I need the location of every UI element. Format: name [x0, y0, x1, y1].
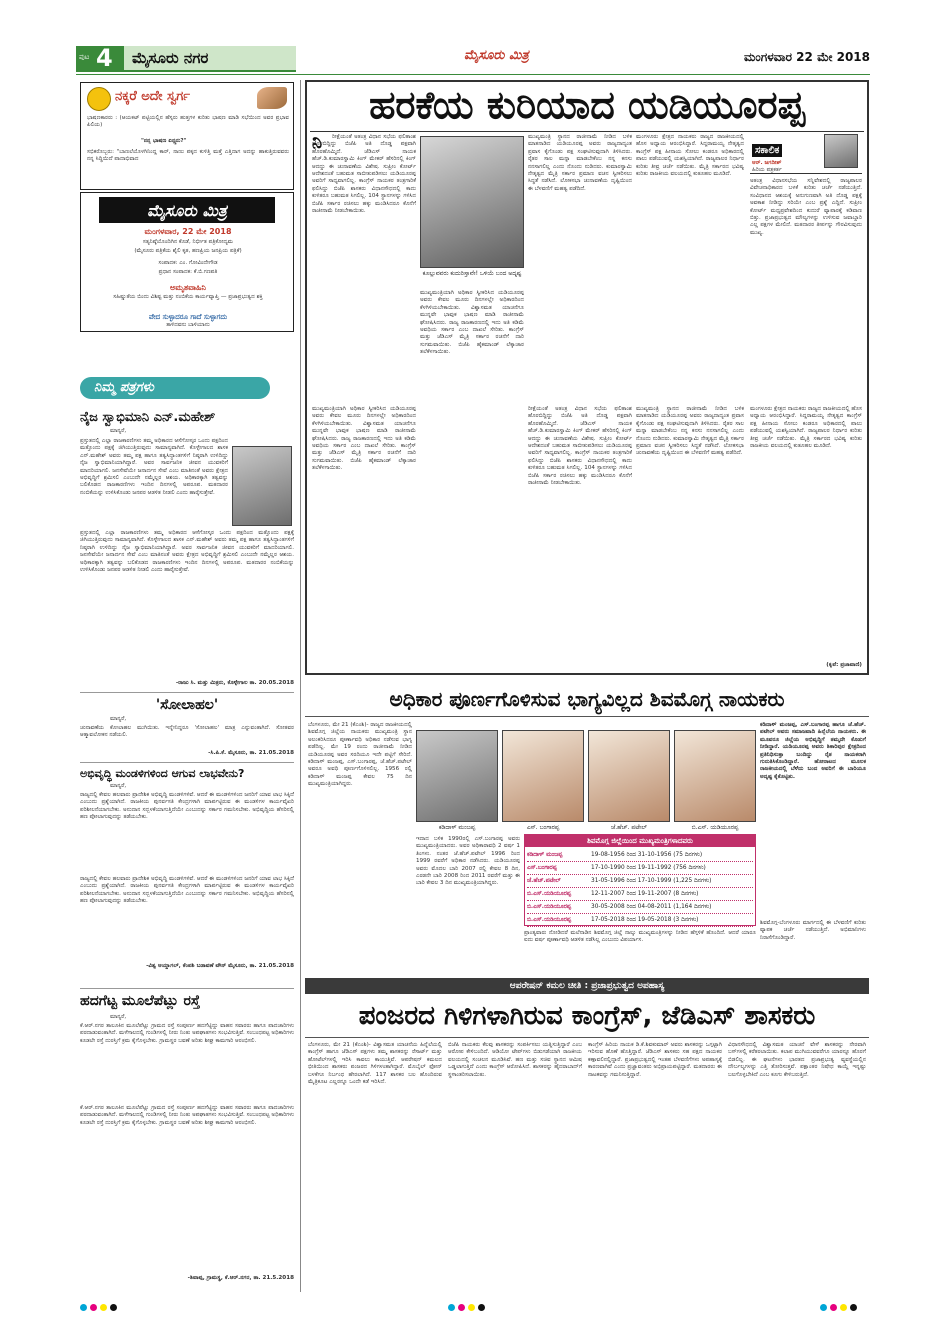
cm-table-name: ಎಸ್.ಬಂಗಾರಪ್ಪ [527, 865, 557, 871]
letter-4-body-a: ಕೆ.ಆರ್.ನಗರ ತಾಲೂಕಿನ ಮೂಲೆಪೆಟ್ಲು ಗ್ರಾಮದ ರಸ್ತೆ ಸಂಪೂರ್ಣ ಹದಗೆಟ್ಟಿದ್ದು ವಾಹನ ಸವಾರರು ಹಾಗೂ ಪಾದಚಾರಿಗಳು ಪರದಾಡುವಂತಾಗಿದೆ. ಮಳೆಗಾಲದಲ್ಲಿ ಗುಂಡಿಗಳಲ್ಲಿ ನೀರು ನಿಂತು ಅಪಘಾತಗಳು ಸಂಭವಿಸುತ್ತಿವೆ. ಸಂಬಂಧಪಟ್ಟ ಅಧಿಕಾರಿಗಳು ಕೂಡಲೇ ರಸ್ತೆ ದುರಸ್ತಿಗೆ ಕ್ರಮ ಕೈಗೊಳ್ಳಬೇಕು. ಗ್ರಾಮಸ್ಥರ ಬವಣೆ ಅರಿತು ಶೀಘ್ರ ಕಾಮಗಾರಿ ಆರಂಭಿಸಲಿ. [80, 1023, 294, 1044]
cm-table-row [527, 901, 753, 914]
letter-2-sign: -ಸಿ.ಪಿ.ಕೆ. ಮೈಸೂರು, ತಾ. 21.05.2018 [208, 750, 294, 756]
second-photo-3-caption: ಜೆ.ಹೆಚ್. ಪಟೇಲ್ [610, 824, 647, 831]
letter-1-body-a: ಪ್ರಸ್ತುತದಲ್ಲಿ ಎಲ್ಲಾ ರಾಜಕಾರಣಿಗಳು ತಮ್ಮ ಅಧಿಕಾರದ ಆಸೆಗೋಸ್ಕರ ಒಂದು ಪಕ್ಷದಿಂದ ಮತ್ತೊಂದು ಪಕ್ಷಕ್ಕೆ ಜಿಗಿಯುತ್ತಿರುವುದು ಸಾಮಾನ್ಯವಾಗಿದೆ. ಕೊಳ್ಳೇಗಾಲದ ಶಾಸಕ ಎನ್.ಮಹೇಶ್ ಅವರು ತಮ್ಮ ಪಕ್ಷ ಹಾಗೂ ತತ್ವಸಿದ್ಧಾಂತಗಳಿಗೆ ನಿಷ್ಠರಾಗಿ ಉಳಿದಿದ್ದು ನೈಜ ಸ್ವಾಭಿಮಾನಿಯಾಗಿದ್ದಾರೆ. ಅವರ ಸಾರ್ವಜನಿಕ ಜೀವನ ಯುವಕರಿಗೆ ಮಾದರಿಯಾಗಲಿ. ಜನಸೇವೆಯೇ ಜನಾರ್ದನ ಸೇವೆ ಎಂಬ ಮಾತಿನಂತೆ ಅವರು ಕ್ಷೇತ್ರದ ಅಭಿವೃದ್ಧಿಗೆ ಶ್ರಮಿಸಲಿ ಎಂಬುದೇ ನಮ್ಮೆಲ್ಲರ ಆಶಯ. ಅಧಿಕಾರಕ್ಕಾಗಿ ತತ್ವವನ್ನು ಬಲಿಕೊಡದ ರಾಜಕಾರಣಿಗಳು ಇಂದಿನ ದಿನಗಳಲ್ಲಿ ಅಪರೂಪ. ಮತದಾರರ ನಂಬಿಕೆಯನ್ನು ಉಳಿಸಿಕೊಂಡು ಜನಪರ ಆಡಳಿತ ನೀಡಲಿ ಎಂದು ಹಾರೈಸುತ್ತೇವೆ. [80, 438, 228, 496]
registration-marks-right [820, 1296, 860, 1315]
joke-text-2: ಸಭಿಕರೊಬ್ಬರು: "ಬಾಣಲೆಯೊಳಗಿನಿಂದ್ದ ಕಾರ್, ನಾಣು ಪಕ್ಕದ ಕುಳಿತ್ತಿ ಮತ್ತೆ ಎತ್ತಿದಾಗ ಅದನ್ನು ಹಾಕುತ್ತಿರುವವರು ನನ್ನ ಸಿದ್ಧಿಯಿದೆ ಪಾದಾಭಿವಾದ [87, 149, 289, 163]
lead-col-4-a: ಮಂಗಳೂರು ಕ್ಷೇತ್ರದ ನಾಯಕರು ರಾಜ್ಯದ ರಾಜಕೀಯದಲ್ಲಿ ಹೊಸ ಅಧ್ಯಾಯ ಆರಂಭಿಸಿದ್ದಾರೆ. ಸಿದ್ದರಾಮಯ್ಯ ನೇತೃತ್ವದ ಕಾಂಗ್ರೆಸ್ ಪಕ್ಷ ಹೀನಾಯ ಸೋಲು ಕಂಡರೂ ಅಧಿಕಾರದಲ್ಲಿ ಪಾಲು ಪಡೆಯುವಲ್ಲಿ ಯಶಸ್ವಿಯಾಗಿದೆ. ರಾಜ್ಯಪಾಲರ ನಿರ್ಧಾರ ಕುರಿತು ತೀವ್ರ ಚರ್ಚೆ ನಡೆಯಿತು. ಮೈತ್ರಿ ಸರ್ಕಾರದ ಭವಿಷ್ಯ ಕುರಿತು ರಾಜಕೀಯ ವಲಯದಲ್ಲಿ ಕುತೂಹಲ ಮೂಡಿದೆ. [636, 134, 744, 178]
cm-table-name: ಕಡಿದಾಳ್ ಮಂಜಪ್ಪ [527, 852, 563, 858]
lead-photo [420, 136, 524, 268]
letter-1-photo [232, 446, 292, 526]
second-photo-2-caption: ಎಸ್. ಬಂಗಾರಪ್ಪ [526, 824, 560, 831]
cm-table-term: 19-08-1956 ರಿಂದ 31-10-1956 (75 ದಿನಗಳು) [591, 852, 703, 858]
lead-sign: (ಕೃಪೆ: ಪ್ರಜಾವಾಣಿ) [826, 662, 862, 668]
divider-1 [80, 692, 294, 693]
cm-table-row [527, 862, 753, 875]
left-column-rule [300, 80, 301, 1292]
third-col-4: ವಿಧಾನಸೌಧದಲ್ಲಿ ವಿಶ್ವಾಸಮತ ಯಾಚನೆ ವೇಳೆ ಶಾಸಕರನ್ನು ನೇರವಾಗಿ ಬಸ್‌ಗಳಲ್ಲಿ ಕರೆತರಲಾಯಿತು. ಕಲಾಪ ಮುಗಿಯುವವರೆಗೂ ಯಾರನ್ನೂ ಹೊರಗೆ ಬಿಡಲಿಲ್ಲ. ಈ ಘಟನೆಗಳು ಭಾರತದ ಪ್ರಜಾಪ್ರಭುತ್ವ ವ್ಯವಸ್ಥೆಯಲ್ಲಿನ ದೌರ್ಬಲ್ಯಗಳನ್ನು ಎತ್ತಿ ತೋರಿಸುತ್ತವೆ. ಪಕ್ಷಾಂತರ ನಿಷೇಧ ಕಾಯ್ದೆ ಇನ್ನಷ್ಟು ಬಲಗೊಳ್ಳಬೇಕಿದೆ ಎಂಬ ಕೂಗು ಕೇಳಿಬರುತ್ತಿದೆ. [728, 1042, 866, 1078]
cm-table-term: 17-05-2018 ರಿಂದ 19-05-2018 (3 ದಿನಗಳು) [591, 917, 699, 923]
third-col-1: ಬೆಂಗಳೂರು, ಮೇ 21 (ಕೆಎಂಶಿ)- ವಿಶ್ವಾಸಮತ ಯಾಚನೆಯ ಹಿನ್ನೆಲೆಯಲ್ಲಿ ಕಾಂಗ್ರೆಸ್ ಹಾಗೂ ಜೆಡಿಎಸ್ ಪಕ್ಷಗಳು ತಮ್ಮ ಶಾಸಕರನ್ನು ರೆಸಾರ್ಟ್ ಮತ್ತು ಹೋಟೆಲ್‌ಗಳಲ್ಲಿ ಇರಿಸಿ ಕಾವಲು ಕಾಯುತ್ತಿವೆ. ಆಪರೇಷನ್ ಕಮಲದ ಭೀತಿಯಿಂದ ಶಾಸಕರು ಪಂಜರದ ಗಿಳಿಗಳಂತಾಗಿದ್ದಾರೆ. ಮೊಬೈಲ್ ಫೋನ್ ಬಳಕೆಗೂ ನಿರ್ಬಂಧ ಹೇರಲಾಗಿದೆ. 117 ಶಾಸಕರ ಬಲ ಹೊಂದಿರುವ ಮೈತ್ರಿಕೂಟ ಎಲ್ಲರನ್ನೂ ಒಂದೇ ಕಡೆ ಇರಿಸಿದೆ. [308, 1042, 442, 1086]
masthead-rule [76, 74, 870, 75]
lead-photo-caption: ಕೂಲ್ಲುವವರು ಕುದುರಿಸ್ತಾವೇ! ಒಳಿಯೆ ಬಂದ ಅದೃಷ್ಟ [422, 270, 522, 277]
registration-marks-left [80, 1296, 120, 1315]
lead-headline-rule [310, 131, 864, 132]
imprint-date: ಮಂಗಳವಾರ, 22 ಮೇ 2018 [144, 227, 232, 236]
letter-1-salutation: ಮಾನ್ಯರೆ, [110, 428, 127, 434]
second-photo-4-caption: ಬಿ.ಎಸ್. ಯಡಿಯೂರಪ್ಪ [691, 824, 739, 831]
second-col-2: ಇದಾದ ಬಳಿಕ 1990ರಲ್ಲಿ ಎಸ್.ಬಂಗಾರಪ್ಪ ಅವರು ಮುಖ್ಯಮಂತ್ರಿಯಾದರು. ಅವರ ಅಧಿಕಾರಾವಧಿ 2 ವರ್ಷ 1 ತಿಂಗಳು. ನಂತರ ಜೆ.ಹೆಚ್.ಪಟೇಲ್ 1996 ರಿಂದ 1999 ರವರೆಗೆ ಅಧಿಕಾರ ನಡೆಸಿದರು. ಯಡಿಯೂರಪ್ಪ ಅವರು ಮೊದಲ ಬಾರಿ 2007 ರಲ್ಲಿ ಕೇವಲ 8 ದಿನ, ಎರಡನೇ ಬಾರಿ 2008 ರಿಂದ 2011 ರವರೆಗೆ ಮತ್ತು ಈ ಬಾರಿ ಕೇವಲ 3 ದಿನ ಮುಖ್ಯಮಂತ್ರಿಯಾಗಿದ್ದರು. [416, 836, 520, 887]
second-photo-4 [674, 730, 756, 822]
lead-headline: ಹರಕೆಯ ಕುರಿಯಾದ ಯಡಿಯೂರಪ್ಪ [369, 83, 805, 127]
second-col-1: ಬೆಂಗಳೂರು, ಮೇ 21 (ಕೆಎಂಶಿ)- ರಾಜ್ಯದ ರಾಜಕೀಯದಲ್ಲಿ ಶಿವಮೊಗ್ಗ ಜಿಲ್ಲೆಯ ನಾಯಕರು ಮುಖ್ಯಮಂತ್ರಿ ಸ್ಥಾನ ಅಲಂಕರಿಸಿದರೂ ಪೂರ್ಣಾವಧಿ ಅಧಿಕಾರ ನಡೆಸುವ ಭಾಗ್ಯ ಪಡೆದಿಲ್ಲ. ಮೇ 19 ರಂದು ರಾಜೀನಾಮೆ ನೀಡಿದ ಯಡಿಯೂರಪ್ಪ ಅವರ ಸರದಿಯೂ ಇದೇ ಪಟ್ಟಿಗೆ ಸೇರಿದೆ. ಕಡಿದಾಳ್ ಮಂಜಪ್ಪ, ಎಸ್.ಬಂಗಾರಪ್ಪ, ಜೆ.ಹೆಚ್.ಪಟೇಲ್ ಅವರೂ ಅವಧಿ ಪೂರ್ಣಗೊಳಿಸಲಿಲ್ಲ. 1956 ರಲ್ಲಿ ಕಡಿದಾಳ್ ಮಂಜಪ್ಪ ಕೇವಲ 75 ದಿನ ಮುಖ್ಯಮಂತ್ರಿಯಾಗಿದ್ದರು. [308, 722, 412, 788]
cm-table-term: 17-10-1990 ರಿಂದ 19-11-1992 (756 ದಿನಗಳು) [591, 865, 706, 871]
page-label-box [76, 46, 124, 72]
joke-quote: "ನನ್ನ ಭಾಷಣ ಏನ್ಸ್ಸರು?" [141, 138, 187, 144]
lead-col-1-a: ರೀಕ್ಷೆಯಂತೆ ಅತಂತ್ರ ವಿಧಾನ ಸಭೆಯ ಫಲಿತಾಂಶ ಹೊರಬಿದ್ದಿದ್ದು ಬಿಜೆಪಿ ಅತಿ ದೊಡ್ಡ ಪಕ್ಷವಾಗಿ ಹೊರಹೊಮ್ಮಿದೆ. ಜೆಡಿಎಸ್ ನಾಯಕ ಹೆಚ್.ಡಿ.ಕುಮಾರಸ್ವಾಮಿ ಕಿಂಗ್ ಮೇಕರ್ ಹೆಸರಿನಲ್ಲಿ ಕಿಂಗ್ ಆದದ್ದು ಈ ಚುನಾವಣೆಯ ವಿಶೇಷ. ಸುಪ್ರೀಂ ಕೋರ್ಟ್ ಆದೇಶದಂತೆ ಬಹುಮತ ಸಾಬೀತುಪಡಿಸಲು ಯಡಿಯೂರಪ್ಪ ಅವರಿಗೆ ಸಾಧ್ಯವಾಗಲಿಲ್ಲ. ಕಾಂಗ್ರೆಸ್ ನಾಯಕರ ತಂತ್ರಗಾರಿಕೆ ಫಲಿಸಿದ್ದು ಬಿಜೆಪಿ ಶಾಸಕರು ವಿಧಾನಸೌಧದಲ್ಲಿ ಕಾದು ಕುಳಿತರೂ ಬಹುಮತ ಸಿಗಲಿಲ್ಲ. 104 ಸ್ಥಾನಗಳನ್ನು ಗಳಿಸಿದ ಬಿಜೆಪಿ ಸರ್ಕಾರ ರಚಿಸಲು ಹಕ್ಕು ಮಂಡಿಸಿದರೂ ಕೊನೆಗೆ ರಾಜೀನಾಮೆ ನೀಡಬೇಕಾಯಿತು. [312, 134, 416, 215]
letter-1-sign: -ರಾಜು ಸಿ. ಮತ್ತು ಮಿತ್ರರು, ಕೊಳ್ಳೇಗಾಲ ತಾ. 20.05.2018 [175, 680, 294, 686]
letter-2-body: ಚುನಾವಣೆಯ ಕೋಲಾಹಲ ಮುಗಿಯಿತು. ಇನ್ನೇನಿದ್ದರೂ 'ಸೋಲಾಹಲ' ಮಾತ್ರ ಎನ್ನುವಂತಾಗಿದೆ. ಸೋತವರ ಆತ್ಮಾವಲೋಕನ ನಡೆಯಲಿ. [80, 725, 294, 739]
second-col-3: ಪ್ರಾಂತ್ಯವಾರು ನೋಡಿದರೆ ಮಲೆನಾಡಿನ ಶಿವಮೊಗ್ಗ ಜಿಲ್ಲೆ ನಾಲ್ಕು ಮುಖ್ಯಮಂತ್ರಿಗಳನ್ನು ನೀಡಿದ ಹೆಗ್ಗಳಿಕೆ ಹೊಂದಿದೆ. ಆದರೆ ಯಾರೂ ಐದು ವರ್ಷ ಪೂರ್ಣಾವಧಿ ಆಡಳಿತ ನಡೆಸಿಲ್ಲ ಎಂಬುದು ವಿಪರ್ಯಾಸ. [524, 930, 756, 944]
letter-4-title: ಹದಗೆಟ್ಟ ಮೂಲೆಪೆಟ್ಲು ರಸ್ತೆ [80, 993, 201, 1009]
joke-box-title: ನಕ್ಕರೆ ಅದೇ ಸ್ವರ್ಗ [115, 89, 190, 104]
cm-table-term: 12-11-2007 ರಿಂದ 19-11-2007 (8 ದಿನಗಳು) [591, 891, 699, 897]
letter-3-salutation: ಮಾನ್ಯರೆ, [110, 783, 127, 789]
letter-3-sign: -ವಿಶ್ವ ಆಯ್ದಾಗಲ್, ಕೆಂಪಶಿ ಬಡಾವಣೆ ಟೌನ್ ಮೈಸೂರು, ತಾ. 21.05.2018 [146, 963, 294, 969]
lead-col-1-b: ಮುಖ್ಯಮಂತ್ರಿಯಾಗಿ ಅಧಿಕಾರ ಸ್ವೀಕರಿಸಿದ ಯಡಿಯೂರಪ್ಪ ಅವರು ಕೇವಲ ಮೂರು ದಿನಗಳಲ್ಲೇ ಅಧಿಕಾರದಿಂದ ಕೆಳಗಿಳಿಯಬೇಕಾಯಿತು. ವಿಶ್ವಾಸಮತ ಯಾಚನೆಗೂ ಮುನ್ನವೇ ಭಾವುಕ ಭಾಷಣ ಮಾಡಿ ರಾಜೀನಾಮೆ ಘೋಷಿಸಿದರು. ರಾಜ್ಯ ರಾಜಕಾರಣದಲ್ಲಿ ಇದು ಅತಿ ಕಡಿಮೆ ಅವಧಿಯ ಸರ್ಕಾರ ಎಂಬ ದಾಖಲೆ ಸೇರಿತು. ಕಾಂಗ್ರೆಸ್ ಮತ್ತು ಜೆಡಿಎಸ್ ಮೈತ್ರಿ ಸರ್ಕಾರ ರಚನೆಗೆ ದಾರಿ ಸುಗಮವಾಯಿತು. ಬಿಜೆಪಿ ಹೈಕಮಾಂಡ್ ಲೆಕ್ಕಾಚಾರ ತಲೆಕೆಳಗಾಯಿತು. [312, 406, 416, 472]
imprint-line-2: (ಮೈಸೂರು ಪತ್ರಿಕೆಯ ಶೈಲಿ ಕೃತ, ಹಣಪ್ರಿಯ ಜನಪ್ರಿಯ ಪತ್ರಿಕೆ) [134, 248, 242, 254]
amrutha-title: ಅಮೃತವಾಹಿನಿ [170, 283, 206, 292]
divider-3 [80, 988, 294, 989]
paper-logo: ಮೈಸೂರು ಮಿತ್ರ [464, 48, 529, 63]
proverb-text: ತಾಳಿದವನು ಬಾಳಿಯಾನು [166, 322, 210, 328]
cm-table-row [527, 875, 753, 888]
sakalika-photo [824, 134, 858, 168]
cm-table-name: ಬಿ.ಎಸ್.ಯಡಿಯೂರಪ್ಪ [527, 904, 571, 910]
letter-3-body-b: ರಾಜ್ಯದಲ್ಲಿ ಕೇವಲ ಹಲವಾರು ಪ್ರಾದೇಶಿಕ ಅಭಿವೃದ್ಧಿ ಮಂಡಳಿಗಳಿವೆ. ಆದರೆ ಈ ಮಂಡಳಿಗಳಿಂದ ಜನರಿಗೆ ಯಾವ ಲಾಭ ಸಿಕ್ಕಿದೆ ಎಂಬುದು ಪ್ರಶ್ನೆಯಾಗಿದೆ. ರಾಜಕೀಯ ಪುನರ್ವಸತಿ ಕೇಂದ್ರಗಳಾಗಿ ಮಾರ್ಪಟ್ಟಿರುವ ಈ ಮಂಡಳಿಗಳ ಕಾರ್ಯವೈಖರಿ ಪರಿಶೀಲನೆಯಾಗಬೇಕು. ಅನುದಾನ ಸದ್ಬಳಕೆಯಾಗುತ್ತಿದೆಯೇ ಎಂಬುದನ್ನು ಸರ್ಕಾರ ಗಮನಿಸಬೇಕು. ಅಭಿವೃದ್ಧಿಯ ಹೆಸರಿನಲ್ಲಿ ಹಣ ಪೋಲಾಗುವುದನ್ನು ತಡೆಯಬೇಕು. [80, 876, 294, 905]
cm-table-name: ಬಿ.ಎಸ್.ಯಡಿಯೂರಪ್ಪ [527, 917, 571, 923]
letter-1-title: ನೈಜ ಸ್ವಾಭಿಮಾನಿ ಎನ್.ಮಹೇಶ್ [80, 410, 216, 425]
laugh-icon [87, 87, 111, 111]
lead-col-5-b: ಮಂಗಳೂರು ಕ್ಷೇತ್ರದ ನಾಯಕರು ರಾಜ್ಯದ ರಾಜಕೀಯದಲ್ಲಿ ಹೊಸ ಅಧ್ಯಾಯ ಆರಂಭಿಸಿದ್ದಾರೆ. ಸಿದ್ದರಾಮಯ್ಯ ನೇತೃತ್ವದ ಕಾಂಗ್ರೆಸ್ ಪಕ್ಷ ಹೀನಾಯ ಸೋಲು ಕಂಡರೂ ಅಧಿಕಾರದಲ್ಲಿ ಪಾಲು ಪಡೆಯುವಲ್ಲಿ ಯಶಸ್ವಿಯಾಗಿದೆ. ರಾಜ್ಯಪಾಲರ ನಿರ್ಧಾರ ಕುರಿತು ತೀವ್ರ ಚರ್ಚೆ ನಡೆಯಿತು. ಮೈತ್ರಿ ಸರ್ಕಾರದ ಭವಿಷ್ಯ ಕುರಿತು ರಾಜಕೀಯ ವಲಯದಲ್ಲಿ ಕುತೂಹಲ ಮೂಡಿದೆ. [750, 406, 862, 450]
cm-table-term: 31-05-1996 ರಿಂದ 17-10-1999 (1,225 ದಿನಗಳು) [591, 878, 712, 884]
registration-marks-center [448, 1296, 488, 1315]
joke-box [80, 82, 294, 190]
lead-col-4-b: ಮುಖ್ಯಮಂತ್ರಿ ಸ್ಥಾನದ ರಾಜೀನಾಮೆ ನೀಡಿದ ಬಳಿಕ ಮಾತನಾಡಿದ ಯಡಿಯೂರಪ್ಪ ಅವರು ರಾಜ್ಯದಾದ್ಯಂತ ಪ್ರವಾಸ ಕೈಗೊಂಡು ಪಕ್ಷ ಸಂಘಟಿಸುವುದಾಗಿ ತಿಳಿಸಿದರು. ರೈತರ ಸಾಲ ಮನ್ನಾ ಮಾಡಬೇಕೆಂಬ ನನ್ನ ಕನಸು ನನಸಾಗಲಿಲ್ಲ ಎಂದು ನೊಂದು ನುಡಿದರು. ಕುಮಾರಸ್ವಾಮಿ ನೇತೃತ್ವದ ಮೈತ್ರಿ ಸರ್ಕಾರ ಪ್ರಮಾಣ ವಚನ ಸ್ವೀಕರಿಸಲು ಸಿದ್ಧತೆ ನಡೆಸಿದೆ. ಲೋಕಸಭಾ ಚುನಾವಣೆಯ ದೃಷ್ಟಿಯಿಂದ ಈ ಬೆಳವಣಿಗೆ ಮಹತ್ವ ಪಡೆದಿದೆ. [636, 406, 744, 457]
second-photo-1 [416, 730, 498, 822]
lead-col-5-a: ಅತಂತ್ರ ವಿಧಾನಸಭೆಯ ಸನ್ನಿವೇಶದಲ್ಲಿ ರಾಜ್ಯಪಾಲರ ವಿವೇಚನಾಧಿಕಾರದ ಬಳಕೆ ಕುರಿತು ಚರ್ಚೆ ನಡೆಯುತ್ತಿದೆ. ಸಂವಿಧಾನದ ಆಶಯಕ್ಕೆ ಅನುಗುಣವಾಗಿ ಅತಿ ದೊಡ್ಡ ಪಕ್ಷಕ್ಕೆ ಅವಕಾಶ ನೀಡಿದ್ದು ಸರಿಯೇ ಎಂಬ ಪ್ರಶ್ನೆ ಎದ್ದಿದೆ. ಸುಪ್ರೀಂ ಕೋರ್ಟ್ ಮಧ್ಯಪ್ರವೇಶದಿಂದ ಕುದುರೆ ವ್ಯಾಪಾರಕ್ಕೆ ಕಡಿವಾಣ ಬಿತ್ತು. ಪ್ರಜಾಪ್ರಭುತ್ವದ ಮೌಲ್ಯಗಳನ್ನು ಉಳಿಸುವ ಜವಾಬ್ದಾರಿ ಎಲ್ಲ ಪಕ್ಷಗಳ ಮೇಲಿದೆ. ಮತದಾರರ ತೀರ್ಪನ್ನು ಗೌರವಿಸುವುದು ಮುಖ್ಯ. [750, 178, 862, 236]
letter-4-sign: -ಶಿವಾಪ್ಪ, ಗ್ರಾಮಸ್ಥ, ಕೆ.ಆರ್.ನಗರ, ತಾ. 21.5.2018 [187, 1275, 294, 1281]
letter-2-title: 'ಸೋಲಾಹಲ' [155, 697, 219, 713]
section-title: ಮೈಸೂರು ನಗರ [132, 49, 209, 67]
letter-4-salutation: ಮಾನ್ಯರೆ, [110, 1014, 127, 1020]
proverb-title: ವೇದ ಸುಳ್ಳಾದರೂ ಗಾದೆ ಸುಳ್ಳಾಗದು [148, 313, 228, 321]
cm-table-rows [527, 849, 753, 925]
masthead [76, 46, 296, 72]
sakalika-title: ಸಕಾಲಿಕ [752, 144, 782, 157]
divider-2 [80, 762, 294, 763]
page-number: 4 [96, 44, 113, 72]
letter-3-title: ಅಭಿವೃದ್ಧಿ ಮಂಡಳಿಗಳಿಂದ ಆಗುವ ಲಾಭವೇನು? [80, 767, 245, 780]
sakalika-author: ಆರ್. ಜಗದೀಶ್ [752, 160, 782, 166]
imprint-publisher: ಪ್ರಧಾನ ಸಂಪಾದಕ: ಕೆ.ಬಿ.ಗಣಪತಿ [158, 269, 218, 275]
pointer-icon [257, 87, 287, 109]
second-photo-2 [502, 730, 584, 822]
imprint-box [80, 192, 294, 332]
second-headline-rule [305, 716, 869, 717]
second-col-5: ಶಿವಮೊಗ್ಗ-ಬೆಂಗಳೂರು ಮಾರ್ಗದಲ್ಲಿ ಈ ಬೆಳವಣಿಗೆ ಕುರಿತು ವ್ಯಾಪಕ ಚರ್ಚೆ ನಡೆಯುತ್ತಿದೆ. ಅಭಿಮಾನಿಗಳು ನಿರಾಸೆಗೊಂಡಿದ್ದಾರೆ. [760, 920, 866, 941]
second-headline: ಅಧಿಕಾರ ಪೂರ್ಣಗೊಳಿಸುವ ಭಾಗ್ಯವಿಲ್ಲದ ಶಿವಮೊಗ್ಗ ನಾಯಕರು [389, 687, 785, 711]
cm-table [524, 834, 756, 926]
third-col-3: ಕಾಂಗ್ರೆಸ್ ಹಿರಿಯ ನಾಯಕ ಡಿ.ಕೆ.ಶಿವಕುಮಾರ್ ಅವರು ಶಾಸಕರನ್ನು ಒಗ್ಗಟ್ಟಾಗಿ ಇರಿಸುವ ಹೊಣೆ ಹೊತ್ತಿದ್ದಾರೆ. ಜೆಡಿಎಸ್ ಶಾಸಕರು ಸಹ ಪಕ್ಷದ ನಾಯಕರ ಕಣ್ಗಾವಲಿನಲ್ಲಿದ್ದಾರೆ. ಪ್ರಜಾಪ್ರಭುತ್ವದಲ್ಲಿ ಇಂತಹ ಬೆಳವಣಿಗೆಗಳು ಅಪಹಾಸ್ಯಕ್ಕೆ ಕಾರಣವಾಗಿವೆ ಎಂದು ಪ್ರಜ್ಞಾವಂತರು ಅಭಿಪ್ರಾಯಪಟ್ಟಿದ್ದಾರೆ. ಮತದಾರರು ಈ ನಾಟಕವನ್ನು ಗಮನಿಸುತ್ತಿದ್ದಾರೆ. [588, 1042, 722, 1078]
cm-table-title: ಶಿವಮೊಗ್ಗ ಜಿಲ್ಲೆಯಿಂದ ಮುಖ್ಯಮಂತ್ರಿಗಳಾದವರು [525, 835, 755, 847]
page-label: ಪುಟ [79, 53, 90, 61]
third-col-2: ಬಿಜೆಪಿ ನಾಯಕರು ಕೆಲವು ಶಾಸಕರನ್ನು ಸಂಪರ್ಕಿಸಲು ಯತ್ನಿಸುತ್ತಿದ್ದಾರೆ ಎಂಬ ಆರೋಪ ಕೇಳಿಬಂದಿದೆ. ಆಡಿಯೋ ಟೇಪ್‌ಗಳು ಬಿಡುಗಡೆಯಾಗಿ ರಾಜಕೀಯ ವಲಯದಲ್ಲಿ ಸಂಚಲನ ಮೂಡಿಸಿವೆ. ಹಣ ಮತ್ತು ಸಚಿವ ಸ್ಥಾನದ ಆಮಿಷ ಒಡ್ಡಲಾಗುತ್ತಿದೆ ಎಂದು ಕಾಂಗ್ರೆಸ್ ಆರೋಪಿಸಿದೆ. ಶಾಸಕರನ್ನು ಹೈದರಾಬಾದ್‌ಗೆ ಸ್ಥಳಾಂತರಿಸಲಾಯಿತು. [448, 1042, 582, 1078]
amrutha-text: ಸಹಿಷ್ಣುತೆಯ ಬಿಂದು ವಿಶಿಷ್ಟ ಮತ್ತು ನಂಬಿಕೆಯ ಕಾರ್ಯವ್ಯಾಪ್ತಿ — ಪ್ರಜಾಪ್ರಭುತ್ವದ ಶಕ್ತಿ [113, 294, 263, 300]
letter-4-body-b: ಕೆ.ಆರ್.ನಗರ ತಾಲೂಕಿನ ಮೂಲೆಪೆಟ್ಲು ಗ್ರಾಮದ ರಸ್ತೆ ಸಂಪೂರ್ಣ ಹದಗೆಟ್ಟಿದ್ದು ವಾಹನ ಸವಾರರು ಹಾಗೂ ಪಾದಚಾರಿಗಳು ಪರದಾಡುವಂತಾಗಿದೆ. ಮಳೆಗಾಲದಲ್ಲಿ ಗುಂಡಿಗಳಲ್ಲಿ ನೀರು ನಿಂತು ಅಪಘಾತಗಳು ಸಂಭವಿಸುತ್ತಿವೆ. ಸಂಬಂಧಪಟ್ಟ ಅಧಿಕಾರಿಗಳು ಕೂಡಲೇ ರಸ್ತೆ ದುರಸ್ತಿಗೆ ಕ್ರಮ ಕೈಗೊಳ್ಳಬೇಕು. ಗ್ರಾಮಸ್ಥರ ಬವಣೆ ಅರಿತು ಶೀಘ್ರ ಕಾಮಗಾರಿ ಆರಂಭಿಸಲಿ. [80, 1105, 294, 1126]
cm-table-name: ಬಿ.ಎಸ್.ಯಡಿಯೂರಪ್ಪ [527, 891, 571, 897]
letters-banner [80, 377, 270, 399]
letter-1-body-b: ಪ್ರಸ್ತುತದಲ್ಲಿ ಎಲ್ಲಾ ರಾಜಕಾರಣಿಗಳು ತಮ್ಮ ಅಧಿಕಾರದ ಆಸೆಗೋಸ್ಕರ ಒಂದು ಪಕ್ಷದಿಂದ ಮತ್ತೊಂದು ಪಕ್ಷಕ್ಕೆ ಜಿಗಿಯುತ್ತಿರುವುದು ಸಾಮಾನ್ಯವಾಗಿದೆ. ಕೊಳ್ಳೇಗಾಲದ ಶಾಸಕ ಎನ್.ಮಹೇಶ್ ಅವರು ತಮ್ಮ ಪಕ್ಷ ಹಾಗೂ ತತ್ವಸಿದ್ಧಾಂತಗಳಿಗೆ ನಿಷ್ಠರಾಗಿ ಉಳಿದಿದ್ದು ನೈಜ ಸ್ವಾಭಿಮಾನಿಯಾಗಿದ್ದಾರೆ. ಅವರ ಸಾರ್ವಜನಿಕ ಜೀವನ ಯುವಕರಿಗೆ ಮಾದರಿಯಾಗಲಿ. ಜನಸೇವೆಯೇ ಜನಾರ್ದನ ಸೇವೆ ಎಂಬ ಮಾತಿನಂತೆ ಅವರು ಕ್ಷೇತ್ರದ ಅಭಿವೃದ್ಧಿಗೆ ಶ್ರಮಿಸಲಿ ಎಂಬುದೇ ನಮ್ಮೆಲ್ಲರ ಆಶಯ. ಅಧಿಕಾರಕ್ಕಾಗಿ ತತ್ವವನ್ನು ಬಲಿಕೊಡದ ರಾಜಕಾರಣಿಗಳು ಇಂದಿನ ದಿನಗಳಲ್ಲಿ ಅಪರೂಪ. ಮತದಾರರ ನಂಬಿಕೆಯನ್ನು ಉಳಿಸಿಕೊಂಡು ಜನಪರ ಆಡಳಿತ ನೀಡಲಿ ಎಂದು ಹಾರೈಸುತ್ತೇವೆ. [80, 530, 294, 574]
lead-dropcap: ನಿ [312, 132, 323, 153]
imprint-editor: ಸಂಪಾದಕ: ಎಂ. ಗೋವಿಂದೇಗೌಡ [158, 260, 218, 266]
letter-2-salutation: ಮಾನ್ಯರೆ, [110, 716, 127, 722]
cm-table-row [527, 914, 753, 927]
letter-3-body-a: ರಾಜ್ಯದಲ್ಲಿ ಕೇವಲ ಹಲವಾರು ಪ್ರಾದೇಶಿಕ ಅಭಿವೃದ್ಧಿ ಮಂಡಳಿಗಳಿವೆ. ಆದರೆ ಈ ಮಂಡಳಿಗಳಿಂದ ಜನರಿಗೆ ಯಾವ ಲಾಭ ಸಿಕ್ಕಿದೆ ಎಂಬುದು ಪ್ರಶ್ನೆಯಾಗಿದೆ. ರಾಜಕೀಯ ಪುನರ್ವಸತಿ ಕೇಂದ್ರಗಳಾಗಿ ಮಾರ್ಪಟ್ಟಿರುವ ಈ ಮಂಡಳಿಗಳ ಕಾರ್ಯವೈಖರಿ ಪರಿಶೀಲನೆಯಾಗಬೇಕು. ಅನುದಾನ ಸದ್ಬಳಕೆಯಾಗುತ್ತಿದೆಯೇ ಎಂಬುದನ್ನು ಸರ್ಕಾರ ಗಮನಿಸಬೇಕು. ಅಭಿವೃದ್ಧಿಯ ಹೆಸರಿನಲ್ಲಿ ಹಣ ಪೋಲಾಗುವುದನ್ನು ತಡೆಯಬೇಕು. [80, 792, 294, 821]
letters-banner-text: ನಿಮ್ಮ ಪತ್ರಗಳು [94, 380, 154, 395]
third-kicker: ಆಪರೇಷನ್ ಕಮಲ ಚೀತಿ : ಪ್ರಜಾಪ್ರಭುತ್ವದ ಅಪಹಾಸ್ಯ [509, 981, 665, 991]
cm-table-row [527, 888, 753, 901]
sakalika-box [750, 134, 862, 174]
lead-col-3-a: ಮುಖ್ಯಮಂತ್ರಿ ಸ್ಥಾನದ ರಾಜೀನಾಮೆ ನೀಡಿದ ಬಳಿಕ ಮಾತನಾಡಿದ ಯಡಿಯೂರಪ್ಪ ಅವರು ರಾಜ್ಯದಾದ್ಯಂತ ಪ್ರವಾಸ ಕೈಗೊಂಡು ಪಕ್ಷ ಸಂಘಟಿಸುವುದಾಗಿ ತಿಳಿಸಿದರು. ರೈತರ ಸಾಲ ಮನ್ನಾ ಮಾಡಬೇಕೆಂಬ ನನ್ನ ಕನಸು ನನಸಾಗಲಿಲ್ಲ ಎಂದು ನೊಂದು ನುಡಿದರು. ಕುಮಾರಸ್ವಾಮಿ ನೇತೃತ್ವದ ಮೈತ್ರಿ ಸರ್ಕಾರ ಪ್ರಮಾಣ ವಚನ ಸ್ವೀಕರಿಸಲು ಸಿದ್ಧತೆ ನಡೆಸಿದೆ. ಲೋಕಸಭಾ ಚುನಾವಣೆಯ ದೃಷ್ಟಿಯಿಂದ ಈ ಬೆಳವಣಿಗೆ ಮಹತ್ವ ಪಡೆದಿದೆ. [528, 134, 632, 192]
third-kicker-bar [305, 978, 869, 994]
masthead-date: ಮಂಗಳವಾರ 22 ಮೇ 2018 [743, 50, 870, 64]
cm-table-term: 30-05-2008 ರಿಂದ 04-08-2011 (1,164 ದಿನಗಳು) [591, 904, 712, 910]
second-photo-3 [588, 730, 670, 822]
cm-table-row [527, 849, 753, 862]
lead-col-3-b: ರೀಕ್ಷೆಯಂತೆ ಅತಂತ್ರ ವಿಧಾನ ಸಭೆಯ ಫಲಿತಾಂಶ ಹೊರಬಿದ್ದಿದ್ದು ಬಿಜೆಪಿ ಅತಿ ದೊಡ್ಡ ಪಕ್ಷವಾಗಿ ಹೊರಹೊಮ್ಮಿದೆ. ಜೆಡಿಎಸ್ ನಾಯಕ ಹೆಚ್.ಡಿ.ಕುಮಾರಸ್ವಾಮಿ ಕಿಂಗ್ ಮೇಕರ್ ಹೆಸರಿನಲ್ಲಿ ಕಿಂಗ್ ಆದದ್ದು ಈ ಚುನಾವಣೆಯ ವಿಶೇಷ. ಸುಪ್ರೀಂ ಕೋರ್ಟ್ ಆದೇಶದಂತೆ ಬಹುಮತ ಸಾಬೀತುಪಡಿಸಲು ಯಡಿಯೂರಪ್ಪ ಅವರಿಗೆ ಸಾಧ್ಯವಾಗಲಿಲ್ಲ. ಕಾಂಗ್ರೆಸ್ ನಾಯಕರ ತಂತ್ರಗಾರಿಕೆ ಫಲಿಸಿದ್ದು ಬಿಜೆಪಿ ಶಾಸಕರು ವಿಧಾನಸೌಧದಲ್ಲಿ ಕಾದು ಕುಳಿತರೂ ಬಹುಮತ ಸಿಗಲಿಲ್ಲ. 104 ಸ್ಥಾನಗಳನ್ನು ಗಳಿಸಿದ ಬಿಜೆಪಿ ಸರ್ಕಾರ ರಚಿಸಲು ಹಕ್ಕು ಮಂಡಿಸಿದರೂ ಕೊನೆಗೆ ರಾಜೀನಾಮೆ ನೀಡಬೇಕಾಯಿತು. [528, 406, 632, 487]
imprint-line-1: ಸತ್ಯನಿಷ್ಠೆಯೊಂದಿಗಿನ ಕೊಡೆ, ನಿರ್ಭೀತ ಪತ್ರಿಕೋದ್ಯಮ [142, 239, 234, 245]
sakalika-role: ಹಿರಿಯ ಪತ್ರಕರ್ತ [752, 167, 782, 173]
third-headline: ಪಂಜರದ ಗಿಳಿಗಳಾಗಿರುವ ಕಾಂಗ್ರೆಸ್, ಜೆಡಿಎಸ್ ಶಾಸಕರು [358, 1001, 816, 1031]
lead-col-2: ಮುಖ್ಯಮಂತ್ರಿಯಾಗಿ ಅಧಿಕಾರ ಸ್ವೀಕರಿಸಿದ ಯಡಿಯೂರಪ್ಪ ಅವರು ಕೇವಲ ಮೂರು ದಿನಗಳಲ್ಲೇ ಅಧಿಕಾರದಿಂದ ಕೆಳಗಿಳಿಯಬೇಕಾಯಿತು. ವಿಶ್ವಾಸಮತ ಯಾಚನೆಗೂ ಮುನ್ನವೇ ಭಾವುಕ ಭಾಷಣ ಮಾಡಿ ರಾಜೀನಾಮೆ ಘೋಷಿಸಿದರು. ರಾಜ್ಯ ರಾಜಕಾರಣದಲ್ಲಿ ಇದು ಅತಿ ಕಡಿಮೆ ಅವಧಿಯ ಸರ್ಕಾರ ಎಂಬ ದಾಖಲೆ ಸೇರಿತು. ಕಾಂಗ್ರೆಸ್ ಮತ್ತು ಜೆಡಿಎಸ್ ಮೈತ್ರಿ ಸರ್ಕಾರ ರಚನೆಗೆ ದಾರಿ ಸುಗಮವಾಯಿತು. ಬಿಜೆಪಿ ಹೈಕಮಾಂಡ್ ಲೆಕ್ಕಾಚಾರ ತಲೆಕೆಳಗಾಯಿತು. [420, 290, 524, 356]
second-photo-1-caption: ಕಡಿದಾಳ್ ಮಂಜಪ್ಪ [438, 824, 476, 831]
imprint-title: ಮೈಸೂರು ಮಿತ್ರ [147, 201, 227, 220]
second-col-4: ಕಡಿದಾಳ್ ಮಂಜಪ್ಪ, ಎಸ್.ಬಂಗಾರಪ್ಪ ಹಾಗೂ ಜೆ.ಹೆಚ್. ಪಟೇಲ್ ಅವರು ಸಮಾಜವಾದಿ ಹಿನ್ನೆಲೆಯ ನಾಯಕರು. ಈ ಮೂವರೂ ಜಿಲ್ಲೆಯ ಅಭಿವೃದ್ಧಿಗೆ ತಮ್ಮದೇ ಕೊಡುಗೆ ನೀಡಿದ್ದಾರೆ. ಯಡಿಯೂರಪ್ಪ ಅವರು ಶಿಕಾರಿಪುರ ಕ್ಷೇತ್ರದಿಂದ ಪ್ರತಿನಿಧಿಸುತ್ತಾ ಬಂದಿದ್ದು ರೈತ ನಾಯಕರಾಗಿ ಗುರುತಿಸಿಕೊಂಡಿದ್ದಾರೆ. ಹೋರಾಟದ ಮೂಲಕ ರಾಜಕೀಯದಲ್ಲಿ ಬೆಳೆದು ಬಂದ ಅವರಿಗೆ ಈ ಬಾರಿಯೂ ಅದೃಷ್ಟ ಕೈಕೊಟ್ಟಿತು. [760, 722, 866, 780]
joke-text-1: ಭಾಷಣಕಾರರು : (ಆಯಕಟ್ ಪಟ್ಟಿಯಲ್ಲಿನ ಹೆಸ್ಸರು ಹುತ್ತಗಳ ಕುರಿತು ಭಾಷಣ ಮಾಡಿ ಸಭೆಯಿಂದ ಅವರ ಪ್ರಭಾವ ಪಿಲಿಯ) [87, 115, 289, 129]
third-headline-rule [305, 1037, 869, 1038]
cm-table-name: ಜೆ.ಹೆಚ್.ಪಟೇಲ್ [527, 878, 561, 884]
